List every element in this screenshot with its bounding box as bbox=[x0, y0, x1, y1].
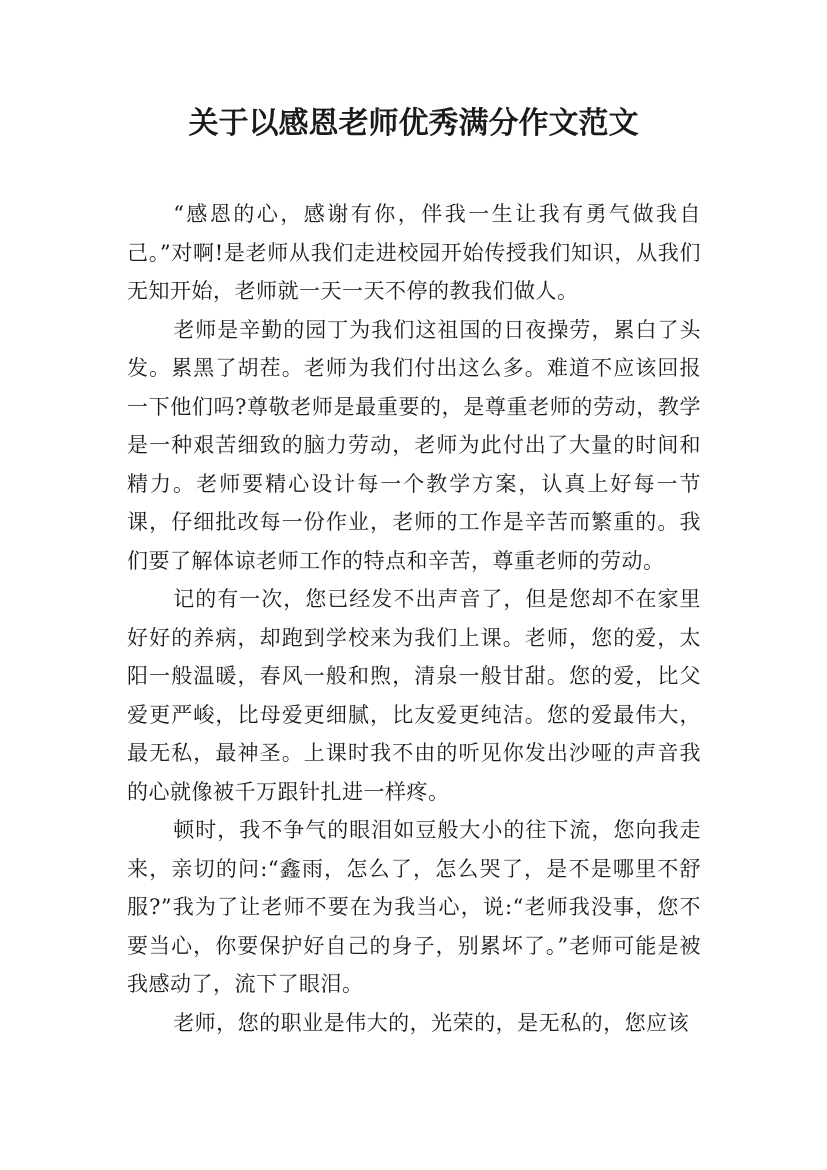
paragraph-4: 顿时，我不争气的眼泪如豆般大小的往下流，您向我走来，亲切的问:“鑫雨，怎么了，怎么哭了，是不是哪里不舒服?”我为了让老师不要在为我当心，说:“老师我没事，您不要当心，你要保护好自己的身子，别累坏了。”老师可能是被我感动了，流下了眼泪。 bbox=[127, 818, 701, 996]
paragraph-3: 记的有一次，您已经发不出声音了，但是您却不在家里好好的养病，却跑到学校来为我们上课。老师，您的爱，太阳一般温暖，春风一般和煦，清泉一般甘甜。您的爱，比父爱更严峻，比母爱更细腻，比友爱更纯洁。您的爱最伟大，最无私，最神圣。上课时我不由的听见你发出沙哑的声音我的心就像被千万跟针扎进一样疼。 bbox=[127, 587, 701, 804]
document-title: 关于以感恩老师优秀满分作文范文 bbox=[188, 106, 639, 141]
paragraph-2: 老师是辛勤的园丁为我们这祖国的日夜操劳，累白了头发。累黑了胡茬。老师为我们付出这么多。难道不应该回报一下他们吗?尊敬老师是最重要的，是尊重老师的劳动，教学是一种艰苦细致的脑力劳动，老师为此付出了大量的时间和精力。老师要精心设计每一个教学方案，认真上好每一节课，仔细批改每一份作业，老师的工作是辛苦而繁重的。我们要了解体谅老师工作的特点和辛苦，尊重老师的劳动。 bbox=[127, 317, 701, 573]
paragraph-5: 老师，您的职业是伟大的，光荣的，是无私的，您应该 bbox=[173, 1010, 690, 1035]
paragraph-1: “感恩的心，感谢有你，伴我一生让我有勇气做我自己。”对啊!是老师从我们走进校园开始传授我们知识，从我们无知开始，老师就一天一天不停的教我们做人。 bbox=[127, 202, 701, 303]
document-body bbox=[127, 195, 701, 1042]
